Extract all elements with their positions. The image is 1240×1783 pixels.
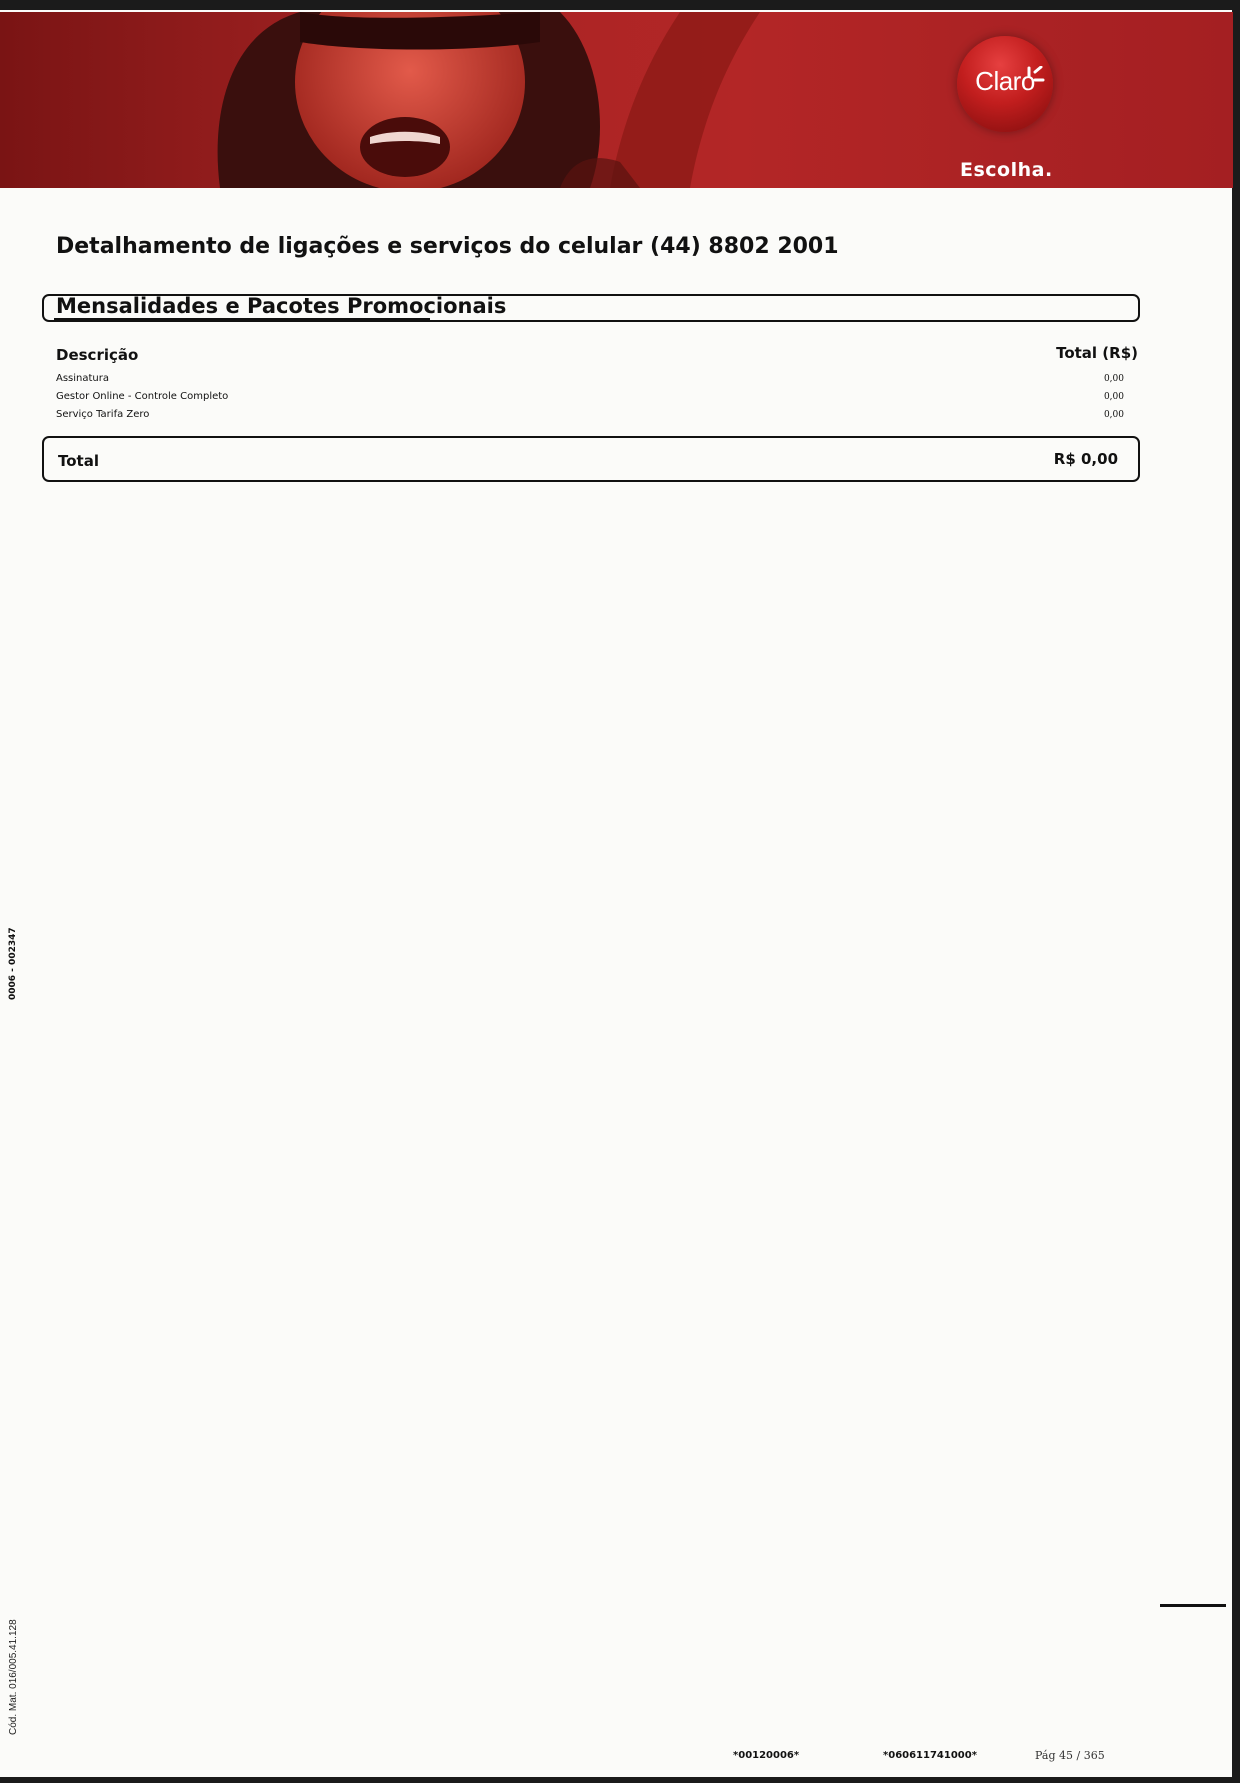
item-description: Assinatura	[56, 373, 110, 384]
total-value: R$ 0,00	[1053, 450, 1118, 468]
page-number: Pág 45 / 365	[1035, 1749, 1105, 1762]
registration-mark	[1160, 1604, 1226, 1607]
material-code: Cód. Mat. 016/005.41.128	[8, 1619, 19, 1735]
item-description: Serviço Tarifa Zero	[56, 409, 150, 420]
banner-photo	[0, 12, 800, 188]
page-title: Detalhamento de ligações e serviços do celular (44) 8802 2001	[56, 234, 839, 259]
footer-code-1: *00120006*	[733, 1750, 800, 1761]
logo-text: Claro	[975, 66, 1035, 96]
total-label: Total	[58, 452, 99, 470]
brand-tagline: Escolha.	[960, 159, 1053, 181]
item-value: 0,00	[1103, 410, 1124, 420]
scan-right-edge	[1232, 0, 1240, 1783]
column-header-total: Total (R$)	[1056, 344, 1138, 362]
list-item	[56, 388, 1124, 406]
footer-code-2: *060611741000*	[883, 1750, 977, 1761]
sun-rays-icon	[1019, 66, 1045, 100]
items-list	[56, 370, 1124, 424]
section-title: Mensalidades e Pacotes Promocionais	[56, 294, 507, 318]
item-description: Gestor Online - Controle Completo	[56, 391, 229, 402]
total-box	[42, 436, 1140, 482]
claro-logo	[957, 36, 1053, 132]
column-header-description: Descrição	[56, 346, 139, 364]
item-value: 0,00	[1103, 392, 1124, 402]
section-title-underline	[54, 318, 430, 320]
list-item	[56, 370, 1124, 388]
scan-top-edge	[0, 0, 1240, 10]
scan-bottom-edge	[0, 1777, 1240, 1783]
side-batch-code: 0006 - 002347	[8, 927, 18, 1000]
header-banner	[0, 12, 1233, 188]
list-item	[56, 406, 1124, 424]
item-value: 0,00	[1103, 374, 1124, 384]
